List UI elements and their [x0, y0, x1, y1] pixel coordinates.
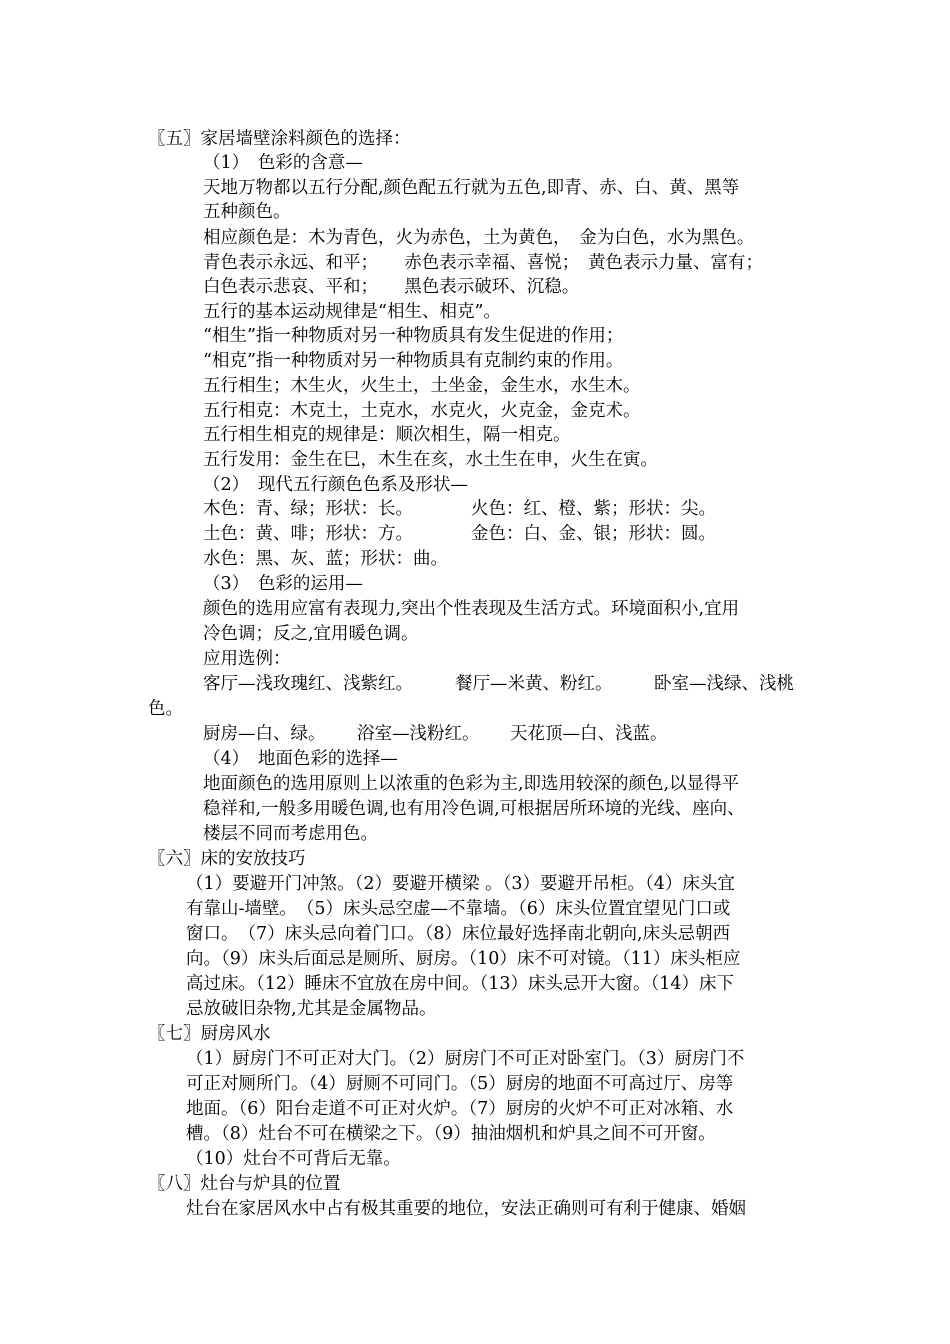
text-line: 可正对厕所门。（4）厨厕不可同门。（5）厨房的地面不可高过厅、房等	[186, 1074, 734, 1094]
section-8-heading: 〖八〗灶台与炉具的位置	[148, 1174, 341, 1194]
text-line: 五行相生相克的规律是：顺次相生，隔一相克。	[203, 425, 571, 445]
text-line: 冷色调；反之,宜用暖色调。	[203, 624, 419, 644]
text-line: 五行的基本运动规律是“相生、相克”。	[203, 302, 501, 322]
section-6-heading: 〖六〗床的安放技巧	[148, 849, 306, 869]
example-kitchen: 厨房—白、绿。	[203, 724, 326, 744]
text-line: （1）要避开门冲煞。（2）要避开横梁 。（3）要避开吊柜。（4）床头宜	[186, 874, 735, 894]
example-ceiling: 天花顶—白、浅蓝。	[510, 724, 668, 744]
text-line: 楼层不同而考虑用色。	[203, 824, 378, 844]
text-line: 地面。（6）阳台走道不可正对火炉。（7）厨房的火炉不可正对冰箱、水	[186, 1099, 734, 1119]
example-bedroom: 卧室—浅绿、浅桃	[654, 674, 794, 694]
text-line: 青色表示永远、和平； 赤色表示幸福、喜悦； 黄色表示力量、富有；	[203, 253, 763, 273]
text-line: 五种颜色。	[203, 202, 291, 222]
text-line: 灶台在家居风水中占有极其重要的地位，安法正确则可有利于健康、婚姻	[186, 1199, 746, 1219]
text-line: （10）灶台不可背后无靠。	[186, 1149, 401, 1169]
wood-color-text: 木色：青、绿；形状：长。	[203, 499, 413, 519]
text-line: 天地万物都以五行分配,颜色配五行就为五色,即青、赤、白、黄、黑等	[203, 178, 740, 198]
text-line: 白色表示悲哀、平和； 黑色表示破环、沉稳。	[203, 277, 580, 297]
text-line: 向。（9）床头后面忌是厕所、厨房。（10）床不可对镜。（11）床头柜应	[186, 949, 741, 969]
text-line: “相克”指一种物质对另一种物质具有克制约束的作用。	[203, 351, 624, 371]
text-line: 高过床。（12）睡床不宜放在房中间。（13）床头忌开大窗。（14）床下	[186, 974, 735, 994]
text-line: （1）厨房门不可正对大门。（2）厨房门不可正对卧室门。（3）厨房门不	[186, 1049, 745, 1069]
subsection-4-title: （4） 地面色彩的选择—	[203, 749, 398, 769]
text-line: 颜色的选用应富有表现力,突出个性表现及生活方式。环境面积小,宜用	[203, 599, 740, 619]
examples-label: 应用选例：	[203, 649, 291, 669]
text-line: “相生”指一种物质对另一种物质具有发生促进的作用；	[203, 326, 624, 346]
text-line: 槽。（8）灶台不可在横梁之下。（9）抽油烟机和炉具之间不可开窗。	[186, 1124, 716, 1144]
section-5-heading: 〖五〗家居墙壁涂料颜色的选择：	[148, 129, 411, 149]
fire-color-text: 火色：红、橙、紫；形状：尖。	[471, 499, 716, 519]
example-bathroom: 浴室—浅粉红。	[357, 724, 480, 744]
earth-color-text: 土色：黄、啡；形状：方。	[203, 524, 413, 544]
example-living-room: 客厅—浅玫瑰红、浅紫红。	[203, 674, 413, 694]
text-line: 有靠山-墙壁。 （5）床头忌空虚—不靠墙。（6）床头位置宜望见门口或	[186, 899, 731, 919]
subsection-3-title: （3） 色彩的运用—	[203, 574, 363, 594]
text-line: 窗口。 （7）床头忌向着门口。（8）床位最好选择南北朝向,床头忌朝西	[186, 924, 731, 944]
section-7-heading: 〖七〗厨房风水	[148, 1024, 271, 1044]
water-color-text: 水色：黑、灰、蓝；形状：曲。	[203, 549, 448, 569]
text-line: 稳祥和,一般多用暖色调,也有用冷色调,可根据居所环境的光线、座向、	[203, 799, 745, 819]
text-line: 五行相克：木克土，土克水，水克火，火克金，金克术。	[203, 401, 641, 421]
text-line: 五行发用：金生在巳，木生在亥，水土生在申，火生在寅。	[203, 450, 658, 470]
metal-color-text: 金色：白、金、银；形状：圆。	[471, 524, 716, 544]
text-line: 五行相生；木生火，火生土，土坐金，金生水，水生木。	[203, 376, 641, 396]
text-line: 色。	[148, 699, 183, 719]
text-line: 相应颜色是：木为青色，火为赤色，土为黄色， 金为白色，水为黑色。	[203, 228, 755, 248]
example-dining-room: 餐厅—米黄、粉红。	[455, 674, 613, 694]
text-line: 忌放破旧杂物,尤其是金属物品。	[186, 999, 437, 1019]
subsection-1-title: （1） 色彩的含意—	[203, 153, 363, 173]
subsection-2-title: （2） 现代五行颜色色系及形状—	[203, 475, 468, 495]
text-line: 地面颜色的选用原则上以浓重的色彩为主,即选用较深的颜色,以显得平	[203, 774, 740, 794]
